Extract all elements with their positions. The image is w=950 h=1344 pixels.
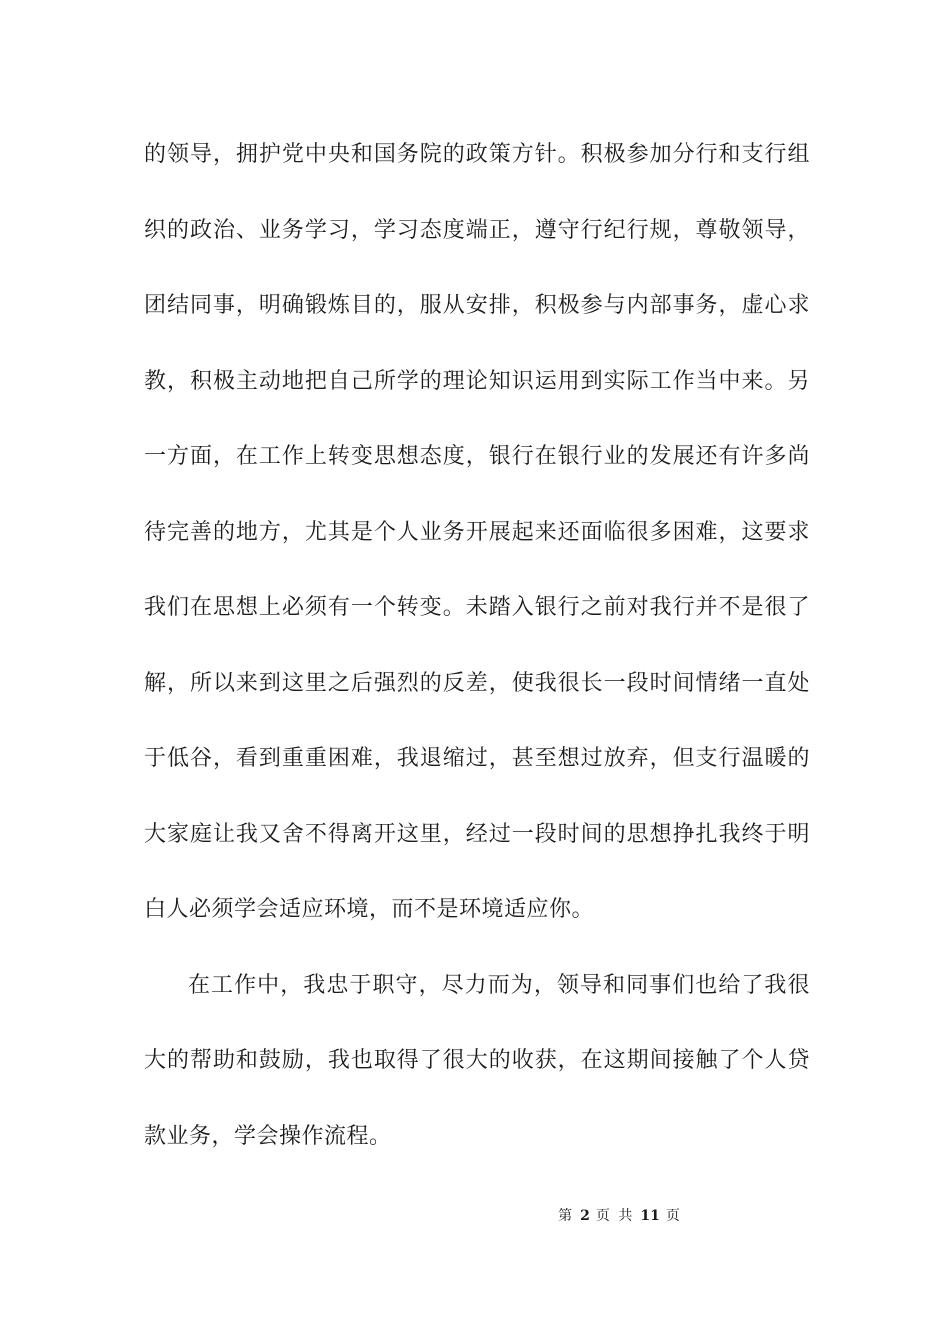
text-line-11: 白人必须学会适应环境，而不是环境适应你。 bbox=[144, 897, 595, 922]
text-line-5: 一方面，在工作上转变思想态度，银行在银行业的发展还有许多尚 bbox=[144, 444, 810, 469]
text-line-4: 教，积极主动地把自己所学的理论知识运用到实际工作当中来。另 bbox=[144, 368, 810, 394]
page-footer bbox=[0, 1205, 950, 1225]
text-line-2: 织的政治、业务学习，学习态度端正，遵守行纪行规，尊敬领导， bbox=[144, 217, 810, 243]
text-line-13: 大的帮助和鼓励，我也取得了很大的收获，在这期间接触了个人贷 bbox=[144, 1048, 810, 1073]
text-line-10: 大家庭让我又舍不得离开这里，经过一段时间的思想挣扎我终于明 bbox=[144, 821, 810, 847]
footer-suffix: 页 bbox=[665, 1208, 682, 1224]
page-number bbox=[558, 1205, 682, 1225]
text-line-6: 待完善的地方，尤其是个人业务开展起来还面临很多困难，这要求 bbox=[144, 519, 810, 545]
total-pages-number: 11 bbox=[640, 1208, 660, 1224]
text-line-1: 的领导，拥护党中央和国务院的政策方针。积极参加分行和支行组 bbox=[144, 142, 810, 167]
text-line-8: 解，所以来到这里之后强烈的反差，使我很长一段时间情绪一直处 bbox=[144, 670, 810, 696]
text-line-3: 团结同事，明确锻炼目的，服从安排，积极参与内部事务，虚心求 bbox=[144, 293, 810, 318]
text-line-7: 我们在思想上必须有一个转变。未踏入银行之前对我行并不是很了 bbox=[144, 595, 810, 620]
text-line-9: 于低谷，看到重重困难，我退缩过，甚至想过放弃，但支行温暖的 bbox=[144, 746, 810, 771]
body-text bbox=[144, 130, 810, 1187]
footer-middle: 页 共 bbox=[595, 1208, 635, 1224]
current-page-number: 2 bbox=[580, 1208, 590, 1224]
footer-prefix: 第 bbox=[558, 1208, 575, 1224]
text-line-14: 款业务，学会操作流程。 bbox=[144, 1123, 392, 1149]
text-line-12: 在工作中，我忠于职守，尽力而为，领导和同事们也给了我很 bbox=[188, 972, 810, 998]
